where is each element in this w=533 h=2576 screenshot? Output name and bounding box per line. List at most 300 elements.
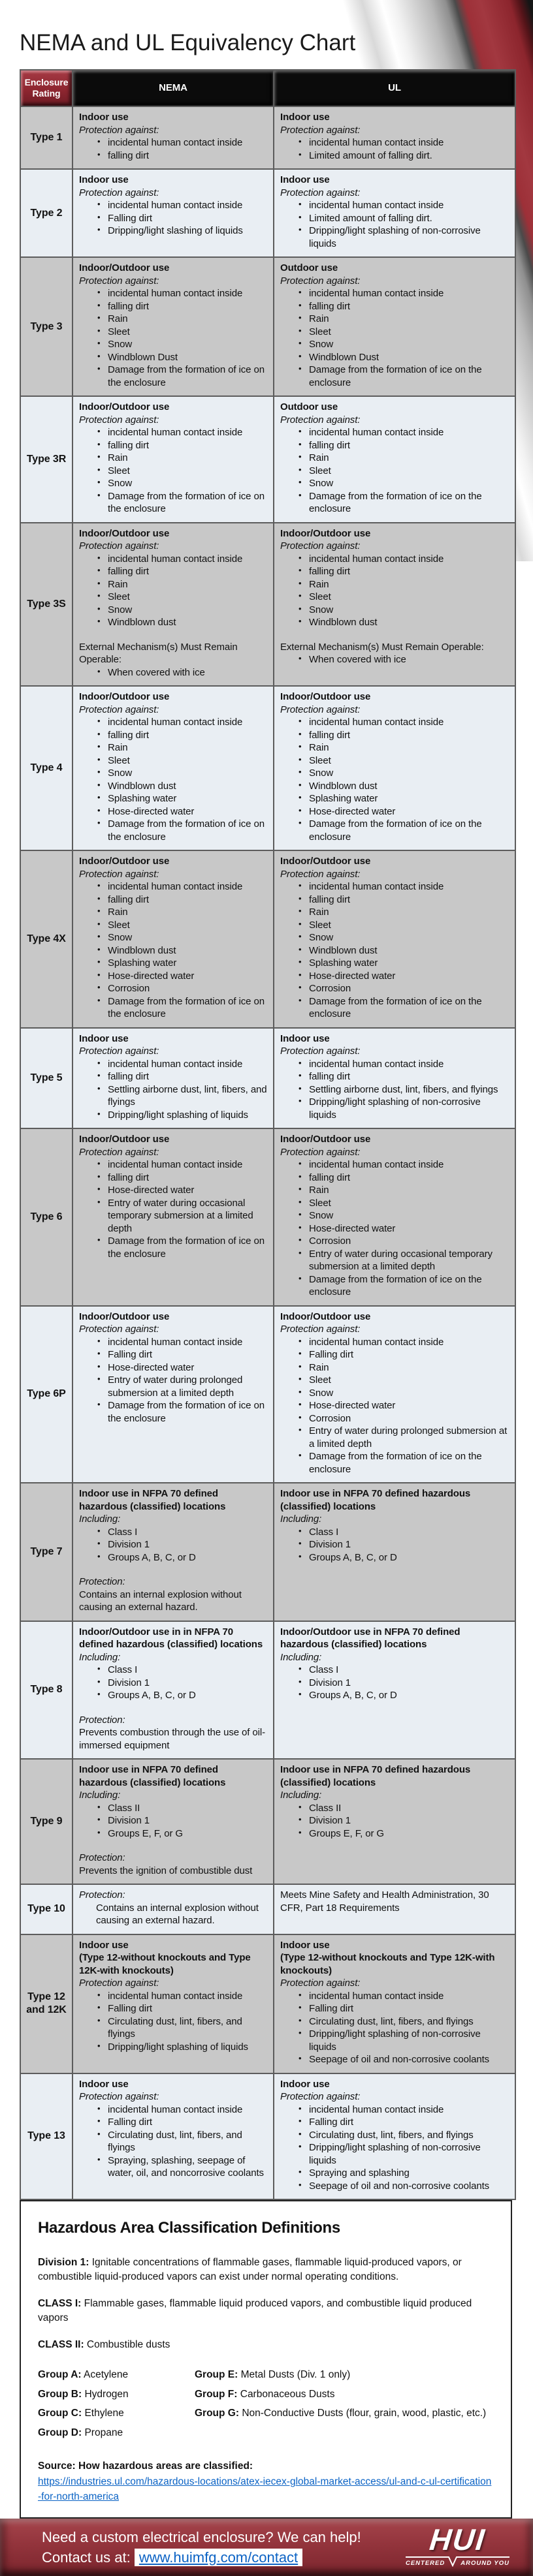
- bullet-list: [280, 1336, 509, 1476]
- row-type-label: Type 4X: [20, 850, 73, 1028]
- bullet-item: • falling dirt: [108, 1070, 268, 1083]
- ul-cell: [274, 1934, 515, 2073]
- bullet-item: • Snow: [309, 1209, 509, 1222]
- row-type-label: Type 3: [20, 257, 73, 396]
- table-row: [20, 257, 515, 396]
- bullet-item: • falling dirt: [309, 1172, 509, 1185]
- bullet-list: [280, 287, 509, 389]
- row-type-label: Type 7: [20, 1483, 73, 1621]
- cell-text: Contains an internal explosion without causing an external hazard.: [79, 1589, 242, 1613]
- bullet-item: • Snow: [309, 767, 509, 780]
- bullet-item: • Damage from the formation of ice on the enclosure: [108, 995, 268, 1021]
- bullet-item: • Falling dirt: [108, 1348, 268, 1361]
- cell-heading: Indoor/Outdoor use: [79, 1134, 170, 1145]
- cell-heading: Indoor/Outdoor use: [79, 401, 170, 412]
- bullet-item: • Damage from the formation of ice on the enclosure: [108, 1235, 268, 1260]
- bullet-item: • Sleet: [309, 1374, 509, 1387]
- cell-heading: Indoor use in NFPA 70 defined hazardous (classified) locations: [79, 1488, 226, 1512]
- bullet-item: • incidental human contact inside: [108, 1058, 268, 1071]
- bullet-item: • incidental human contact inside: [309, 1158, 509, 1172]
- bullet-item: • Settling airborne dust, lint, fibers, and flyings: [309, 1083, 509, 1096]
- bullet-item: • Groups A, B, C, or D: [108, 1551, 268, 1564]
- cell-heading: Indoor/Outdoor use in in NFPA 70 defined hazardous (classified) locations: [79, 1626, 263, 1650]
- cell-heading: Indoor/Outdoor use: [280, 691, 371, 702]
- cell-text: Protection against:: [79, 868, 159, 880]
- bullet-item: • Windblown Dust: [108, 351, 268, 364]
- bullet-item: • incidental human contact inside: [108, 287, 268, 300]
- cell-heading: Indoor use: [280, 174, 330, 185]
- bullet-item: • Damage from the formation of ice on the enclosure: [108, 1399, 268, 1425]
- bullet-item: • Hose-directed water: [309, 1222, 509, 1235]
- bullet-list: [79, 1158, 268, 1260]
- bullet-list: [79, 2103, 268, 2180]
- cell-text: Protection against:: [280, 187, 361, 198]
- cell-text: Protection against:: [79, 124, 159, 136]
- bullet-item: • Windblown dust: [108, 780, 268, 793]
- cell-heading: Indoor/Outdoor use: [280, 1134, 371, 1145]
- bullet-item: • Corrosion: [309, 1235, 509, 1248]
- bullet-item: • Windblown Dust: [309, 351, 509, 364]
- cell-text: Protection against:: [280, 2091, 361, 2102]
- bullet-item: • Falling dirt: [108, 2002, 268, 2015]
- bullet-item: • Falling dirt: [309, 2002, 509, 2015]
- bullet-item: • Limited amount of falling dirt.: [309, 212, 509, 225]
- bullet-list: [280, 716, 509, 843]
- row-type-label: Type 5: [20, 1028, 73, 1129]
- nema-cell: [73, 523, 274, 687]
- bullet-item: • Seepage of oil and non-corrosive coolants: [309, 2053, 509, 2066]
- table-row: [20, 1759, 515, 1884]
- group-definition: Group D: Propane: [38, 2427, 123, 2438]
- nema-cell: [73, 1884, 274, 1934]
- bullet-item: • Falling dirt: [108, 2116, 268, 2129]
- bullet-item: • Snow: [108, 338, 268, 351]
- equivalency-table: [20, 69, 516, 2200]
- bullet-item: • Rain: [309, 1184, 509, 1197]
- ul-cell: [274, 1483, 515, 1621]
- bullet-item: • Damage from the formation of ice on the enclosure: [309, 818, 509, 843]
- footer-contact-line: [42, 2547, 361, 2568]
- bullet-item: • Groups A, B, C, or D: [108, 1689, 268, 1702]
- table-header-row: [20, 70, 515, 106]
- nema-cell: [73, 396, 274, 523]
- nema-cell: [73, 2073, 274, 2200]
- ul-cell: [274, 1621, 515, 1760]
- bullet-item: • incidental human contact inside: [309, 880, 509, 893]
- bullet-item: • Division 1: [108, 1677, 268, 1690]
- bullet-item: • Rain: [309, 578, 509, 591]
- bullet-item: • Sleet: [309, 465, 509, 478]
- bullet-item: • Circulating dust, lint, fibers, and flyings: [108, 2015, 268, 2041]
- bullet-list: [79, 136, 268, 162]
- ul-cell: [274, 396, 515, 523]
- bullet-item: • Snow: [309, 931, 509, 944]
- cell-text: Prevents the ignition of combustible dust: [79, 1865, 253, 1876]
- bullet-list: [79, 287, 268, 389]
- bullet-item: • Snow: [108, 477, 268, 490]
- bullet-item: • Hose-directed water: [108, 970, 268, 983]
- bullet-item: • incidental human contact inside: [108, 199, 268, 212]
- bullet-item: • Class II: [309, 1802, 509, 1815]
- cell-heading: Indoor use: [280, 112, 330, 123]
- bullet-item: • Corrosion: [108, 982, 268, 995]
- bullet-item: • Rain: [309, 741, 509, 754]
- bullet-item: • Dripping/light splashing of non-corrosive liquids: [309, 2028, 509, 2053]
- cell-text: Protection:: [79, 1852, 125, 1863]
- cell-text: External Mechanism(s) Must Remain Operable:: [79, 641, 238, 665]
- bullet-list: [79, 880, 268, 1021]
- bullet-item: • Groups E, F, or G: [108, 1827, 268, 1840]
- row-type-label: Type 3R: [20, 396, 73, 523]
- row-type-label: Type 10: [20, 1884, 73, 1934]
- cell-text: Including:: [79, 1651, 121, 1663]
- bullet-item: • Damage from the formation of ice on the enclosure: [108, 818, 268, 843]
- header-ul: UL: [274, 70, 515, 106]
- row-type-label: Type 3S: [20, 523, 73, 687]
- cell-text: Protection against:: [79, 1324, 159, 1335]
- cell-heading: Indoor use: [280, 2078, 330, 2090]
- source-link[interactable]: https://industries.ul.com/hazardous-locations/atex-iecex-global-market-access/ul-and-c-ul-certification-for-north-america: [38, 2476, 492, 2502]
- bullet-item: • Division 1: [309, 1677, 509, 1690]
- nema-cell: [73, 1306, 274, 1483]
- table-row: [20, 1621, 515, 1760]
- bullet-item: • Class I: [108, 1526, 268, 1539]
- bullet-item: • Snow: [108, 604, 268, 617]
- cell-heading: Indoor use: [79, 1032, 129, 1044]
- ul-cell: [274, 106, 515, 169]
- bullet-list: [280, 1526, 509, 1564]
- bullet-item: • Entry of water during prolonged submersion at a limited depth: [108, 1374, 268, 1399]
- bullet-item: • Sleet: [309, 919, 509, 932]
- ul-cell: [274, 686, 515, 850]
- bullet-list: [79, 1990, 268, 2054]
- nema-cell: [73, 169, 274, 257]
- nema-cell: [73, 106, 274, 169]
- bullet-list: [280, 880, 509, 1021]
- hazard-definitions-box: [20, 2200, 512, 2519]
- bullet-item: • Entry of water during occasional temporary submersion at a limited depth: [309, 1248, 509, 1273]
- bullet-item: • incidental human contact inside: [108, 553, 268, 566]
- bullet-list: [280, 1058, 509, 1122]
- ul-cell: [274, 1028, 515, 1129]
- ul-cell: [274, 1759, 515, 1884]
- hazard-paragraph: Division 1: Ignitable concentrations of flammable gases, flammable liquid-produced vapors, or combustible liquid-produced vapors can exist under normal operating conditions.: [38, 2256, 462, 2283]
- bullet-list: [280, 1990, 509, 2066]
- cell-heading: Indoor use in NFPA 70 defined hazardous (classified) locations: [280, 1764, 471, 1788]
- bullet-item: • falling dirt: [108, 565, 268, 578]
- bullet-item: • Windblown dust: [309, 616, 509, 629]
- table-row: [20, 1483, 515, 1621]
- ul-cell: [274, 1884, 515, 1934]
- hazard-paragraph: CLASS I: Flammable gases, flammable liquid produced vapors, and combustible liquid produced vapors: [38, 2297, 472, 2324]
- bullet-item: • Snow: [309, 604, 509, 617]
- bullet-item: • incidental human contact inside: [309, 199, 509, 212]
- group-label: Group F:: [195, 2388, 238, 2400]
- hui-logo: [405, 2522, 509, 2567]
- bullet-list: [79, 426, 268, 516]
- bullet-item: • incidental human contact inside: [309, 716, 509, 729]
- bullet-list: [280, 653, 509, 666]
- bullet-item: • Splashing water: [108, 957, 268, 970]
- bullet-item: • Division 1: [108, 1814, 268, 1827]
- bullet-item: • falling dirt: [108, 439, 268, 452]
- table-row: [20, 396, 515, 523]
- cell-heading: Indoor use: [79, 1939, 129, 1951]
- cell-text: Protection against:: [280, 1146, 361, 1158]
- bullet-item: • Damage from the formation of ice on the enclosure: [108, 490, 268, 516]
- bullet-item: • Rain: [309, 313, 509, 326]
- bullet-item: • incidental human contact inside: [309, 553, 509, 566]
- group-label: Group B:: [38, 2388, 82, 2400]
- bullet-item: • Sleet: [309, 591, 509, 604]
- header-enclosure-rating: Enclosure Rating: [20, 70, 73, 106]
- bullet-item: • falling dirt: [309, 300, 509, 313]
- group-definition: Group B: Hydrogen: [38, 2388, 129, 2400]
- ul-cell: [274, 2073, 515, 2200]
- cell-text: Including:: [280, 1790, 322, 1801]
- bullet-item: • Snow: [309, 1387, 509, 1400]
- bullet-list: [79, 1336, 268, 1425]
- row-type-label: Type 6P: [20, 1306, 73, 1483]
- table-row: [20, 169, 515, 257]
- nema-cell: [73, 1934, 274, 2073]
- bullet-item: • Dripping/light splashing of non-corrosive liquids: [309, 1096, 509, 1121]
- bullet-item: • Class II: [108, 1802, 268, 1815]
- nema-cell: [73, 1483, 274, 1621]
- nema-cell: [73, 1621, 274, 1760]
- bullet-item: • Rain: [108, 906, 268, 919]
- cell-text: Protection against:: [79, 1146, 159, 1158]
- bullet-list: [280, 1158, 509, 1299]
- cell-text: Protection against:: [280, 414, 361, 426]
- group-definition: Group E: Metal Dusts (Div. 1 only): [195, 2369, 351, 2381]
- bullet-item: • Windblown dust: [309, 780, 509, 793]
- cell-text: Protection against:: [280, 1978, 361, 1989]
- bullet-item: • Falling dirt: [309, 1348, 509, 1361]
- table-row: [20, 1306, 515, 1483]
- bullet-item: • Snow: [108, 767, 268, 780]
- nema-cell: [73, 850, 274, 1028]
- cell-text: Protection against:: [280, 1324, 361, 1335]
- bullet-item: • Class I: [309, 1664, 509, 1677]
- cell-text: Including:: [79, 1513, 121, 1525]
- bullet-item: • Corrosion: [309, 982, 509, 995]
- bullet-item: • Falling dirt: [108, 212, 268, 225]
- bullet-item: • incidental human contact inside: [108, 1336, 268, 1349]
- hazard-paragraph: CLASS II: Combustible dusts: [38, 2338, 170, 2350]
- bullet-item: • Splashing water: [108, 792, 268, 805]
- tagline-left: CENTERED: [406, 2556, 445, 2567]
- group-definition: Group G: Non-Conductive Dusts (flour, grain, wood, plastic, etc.): [195, 2408, 487, 2419]
- footer-banner: [0, 2519, 533, 2576]
- bullet-item: • Hose-directed water: [309, 1399, 509, 1412]
- pulse-icon: [444, 2556, 461, 2567]
- cell-heading: Indoor use: [79, 112, 129, 123]
- ul-cell: [274, 257, 515, 396]
- bullet-item: • Rain: [108, 313, 268, 326]
- bullet-list: [79, 1058, 268, 1122]
- bullet-item: • Damage from the formation of ice on the enclosure: [108, 364, 268, 389]
- bullet-item: • Limited amount of falling dirt.: [309, 149, 509, 163]
- bullet-item: • Hose-directed water: [309, 805, 509, 818]
- bullet-item: • Dripping/light splashing of liquids: [108, 1109, 268, 1122]
- cell-heading: Indoor use in NFPA 70 defined hazardous (classified) locations: [79, 1764, 226, 1788]
- cell-text: Protection against:: [79, 1978, 159, 1989]
- bullet-item: • Rain: [108, 452, 268, 465]
- bullet-item: • Hose-directed water: [309, 970, 509, 983]
- bullet-list: [79, 199, 268, 238]
- bullet-item: • Class I: [108, 1664, 268, 1677]
- bullet-item: • Windblown dust: [309, 944, 509, 957]
- bullet-item: • Windblown dust: [108, 616, 268, 629]
- bullet-item: • Splashing water: [309, 957, 509, 970]
- cell-text: Protection:: [79, 1889, 125, 1901]
- bullet-item: • Corrosion: [309, 1412, 509, 1425]
- bullet-item: • When covered with ice: [108, 666, 268, 679]
- ul-cell: [274, 523, 515, 687]
- hazard-title: Hazardous Area Classification Definitions: [38, 2219, 340, 2237]
- bullet-item: • incidental human contact inside: [108, 136, 268, 149]
- bullet-item: • Damage from the formation of ice on the enclosure: [309, 490, 509, 516]
- bullet-item: • Damage from the formation of ice on the enclosure: [309, 1450, 509, 1476]
- bullet-item: • falling dirt: [108, 1172, 268, 1185]
- bullet-item: • Rain: [108, 578, 268, 591]
- bullet-item: • Spraying, splashing, seepage of water, oil, and noncorrosive coolants: [108, 2154, 268, 2180]
- contact-link[interactable]: www.huimfg.com/contact: [135, 2549, 302, 2566]
- bullet-item: • Splashing water: [309, 792, 509, 805]
- bullet-item: • Damage from the formation of ice on the enclosure: [309, 995, 509, 1021]
- bullet-list: [79, 666, 268, 679]
- ul-cell: [274, 1128, 515, 1306]
- bullet-item: • Sleet: [108, 754, 268, 768]
- cell-text: Protection against:: [280, 275, 361, 287]
- group-definition: Group F: Carbonaceous Dusts: [195, 2388, 335, 2400]
- bullet-item: • incidental human contact inside: [309, 136, 509, 149]
- bullet-item: • Groups E, F, or G: [309, 1827, 509, 1840]
- bullet-item: • incidental human contact inside: [309, 2103, 509, 2117]
- row-type-label: Type 9: [20, 1759, 73, 1884]
- cell-heading: Indoor/Outdoor use: [280, 527, 371, 539]
- bullet-item: • Dripping/light splashing of non-corrosive liquids: [309, 2141, 509, 2167]
- bullet-item: • incidental human contact inside: [309, 287, 509, 300]
- bullet-item: • incidental human contact inside: [108, 2103, 268, 2117]
- cell-heading: Indoor use in NFPA 70 defined hazardous (classified) locations: [280, 1488, 471, 1512]
- cell-heading: Indoor/Outdoor use: [79, 1311, 170, 1322]
- bullet-item: • Groups A, B, C, or D: [309, 1689, 509, 1702]
- bullet-list: [280, 136, 509, 162]
- bullet-list: [79, 716, 268, 843]
- bullet-item: • Damage from the formation of ice on the enclosure: [309, 364, 509, 389]
- cell-heading: (Type 12-without knockouts and Type 12K-with knockouts): [280, 1952, 495, 1976]
- bullet-list: [280, 2103, 509, 2193]
- row-type-label: Type 8: [20, 1621, 73, 1760]
- bullet-item: • incidental human contact inside: [309, 1058, 509, 1071]
- cell-text: Meets Mine Safety and Health Administration, 30 CFR, Part 18 Requirements: [280, 1889, 489, 1914]
- cell-heading: Outdoor use: [280, 401, 338, 412]
- bullet-item: • Dripping/light slashing of liquids: [108, 225, 268, 238]
- bullet-item: • Rain: [309, 1361, 509, 1374]
- bullet-item: • incidental human contact inside: [309, 426, 509, 439]
- bullet-item: • incidental human contact inside: [108, 716, 268, 729]
- bullet-item: • falling dirt: [309, 565, 509, 578]
- bullet-item: • Sleet: [108, 919, 268, 932]
- bullet-item: • falling dirt: [309, 729, 509, 742]
- cell-heading: Indoor/Outdoor use in NFPA 70 defined hazardous (classified) locations: [280, 1626, 460, 1650]
- group-label: Group A:: [38, 2369, 82, 2381]
- hazard-term: CLASS II:: [38, 2338, 84, 2350]
- cell-text: Protection:: [79, 1576, 125, 1587]
- group-definition: Group A: Acetylene: [38, 2369, 129, 2381]
- bullet-list: [79, 553, 268, 629]
- bullet-item: • Circulating dust, lint, fibers, and flyings: [309, 2015, 509, 2028]
- hui-tagline: [406, 2556, 509, 2567]
- bullet-item: • Hose-directed water: [108, 1361, 268, 1374]
- bullet-list: [280, 1802, 509, 1840]
- cell-text: Protection against:: [79, 704, 159, 715]
- row-type-label: Type 4: [20, 686, 73, 850]
- source-label: Source: How hazardous areas are classified:: [38, 2460, 253, 2472]
- cell-heading: Indoor use: [280, 1939, 330, 1951]
- bullet-item: • Snow: [309, 477, 509, 490]
- bullet-item: • falling dirt: [309, 893, 509, 907]
- ul-cell: [274, 1306, 515, 1483]
- bullet-list: [280, 553, 509, 629]
- cell-text: Protection against:: [79, 540, 159, 551]
- group-definition: Group C: Ethylene: [38, 2408, 124, 2419]
- page-title: NEMA and UL Equivalency Chart: [20, 30, 356, 55]
- cell-text: Protection against:: [280, 124, 361, 136]
- bullet-item: • incidental human contact inside: [309, 1336, 509, 1349]
- ul-cell: [274, 850, 515, 1028]
- cell-text: Protection against:: [79, 2091, 159, 2102]
- bullet-item: • Rain: [108, 741, 268, 754]
- nema-cell: [73, 257, 274, 396]
- cell-heading: Indoor/Outdoor use: [79, 527, 170, 539]
- bullet-item: • Seepage of oil and non-corrosive coolants: [309, 2180, 509, 2193]
- bullet-item: • incidental human contact inside: [108, 426, 268, 439]
- header-nema: NEMA: [73, 70, 274, 106]
- bullet-item: • Entry of water during occasional temporary submersion at a limited depth: [108, 1197, 268, 1235]
- bullet-item: • Division 1: [309, 1814, 509, 1827]
- bullet-list: [280, 426, 509, 516]
- table-row: [20, 523, 515, 687]
- group-definitions: [38, 2368, 494, 2445]
- cell-text: External Mechanism(s) Must Remain Operable:: [280, 641, 484, 653]
- cell-heading: Indoor/Outdoor use: [79, 691, 170, 702]
- cell-heading: (Type 12-without knockouts and Type 12K-with knockouts): [79, 1952, 251, 1976]
- bullet-item: • falling dirt: [309, 439, 509, 452]
- bullet-item: • Dripping/light splashing of liquids: [108, 2041, 268, 2054]
- table-row: [20, 850, 515, 1028]
- ul-cell: [274, 169, 515, 257]
- bullet-item: • Spraying and splashing: [309, 2167, 509, 2180]
- nema-cell: [73, 1028, 274, 1129]
- cell-text: Including:: [280, 1651, 322, 1663]
- hui-logo-text: HUI: [428, 2522, 487, 2557]
- bullet-item: • falling dirt: [108, 300, 268, 313]
- row-type-label: Type 12 and 12K: [20, 1934, 73, 2073]
- bullet-item: • Sleet: [309, 1197, 509, 1210]
- cell-text: Protection against:: [79, 414, 159, 426]
- bullet-item: • falling dirt: [108, 149, 268, 163]
- bullet-item: • Rain: [309, 452, 509, 465]
- bullet-item: • Division 1: [309, 1538, 509, 1551]
- cell-text: Protection against:: [280, 868, 361, 880]
- row-type-label: Type 6: [20, 1128, 73, 1306]
- hazard-term: CLASS I:: [38, 2297, 82, 2309]
- bullet-item: • Sleet: [309, 754, 509, 768]
- cell-text: Protection against:: [79, 187, 159, 198]
